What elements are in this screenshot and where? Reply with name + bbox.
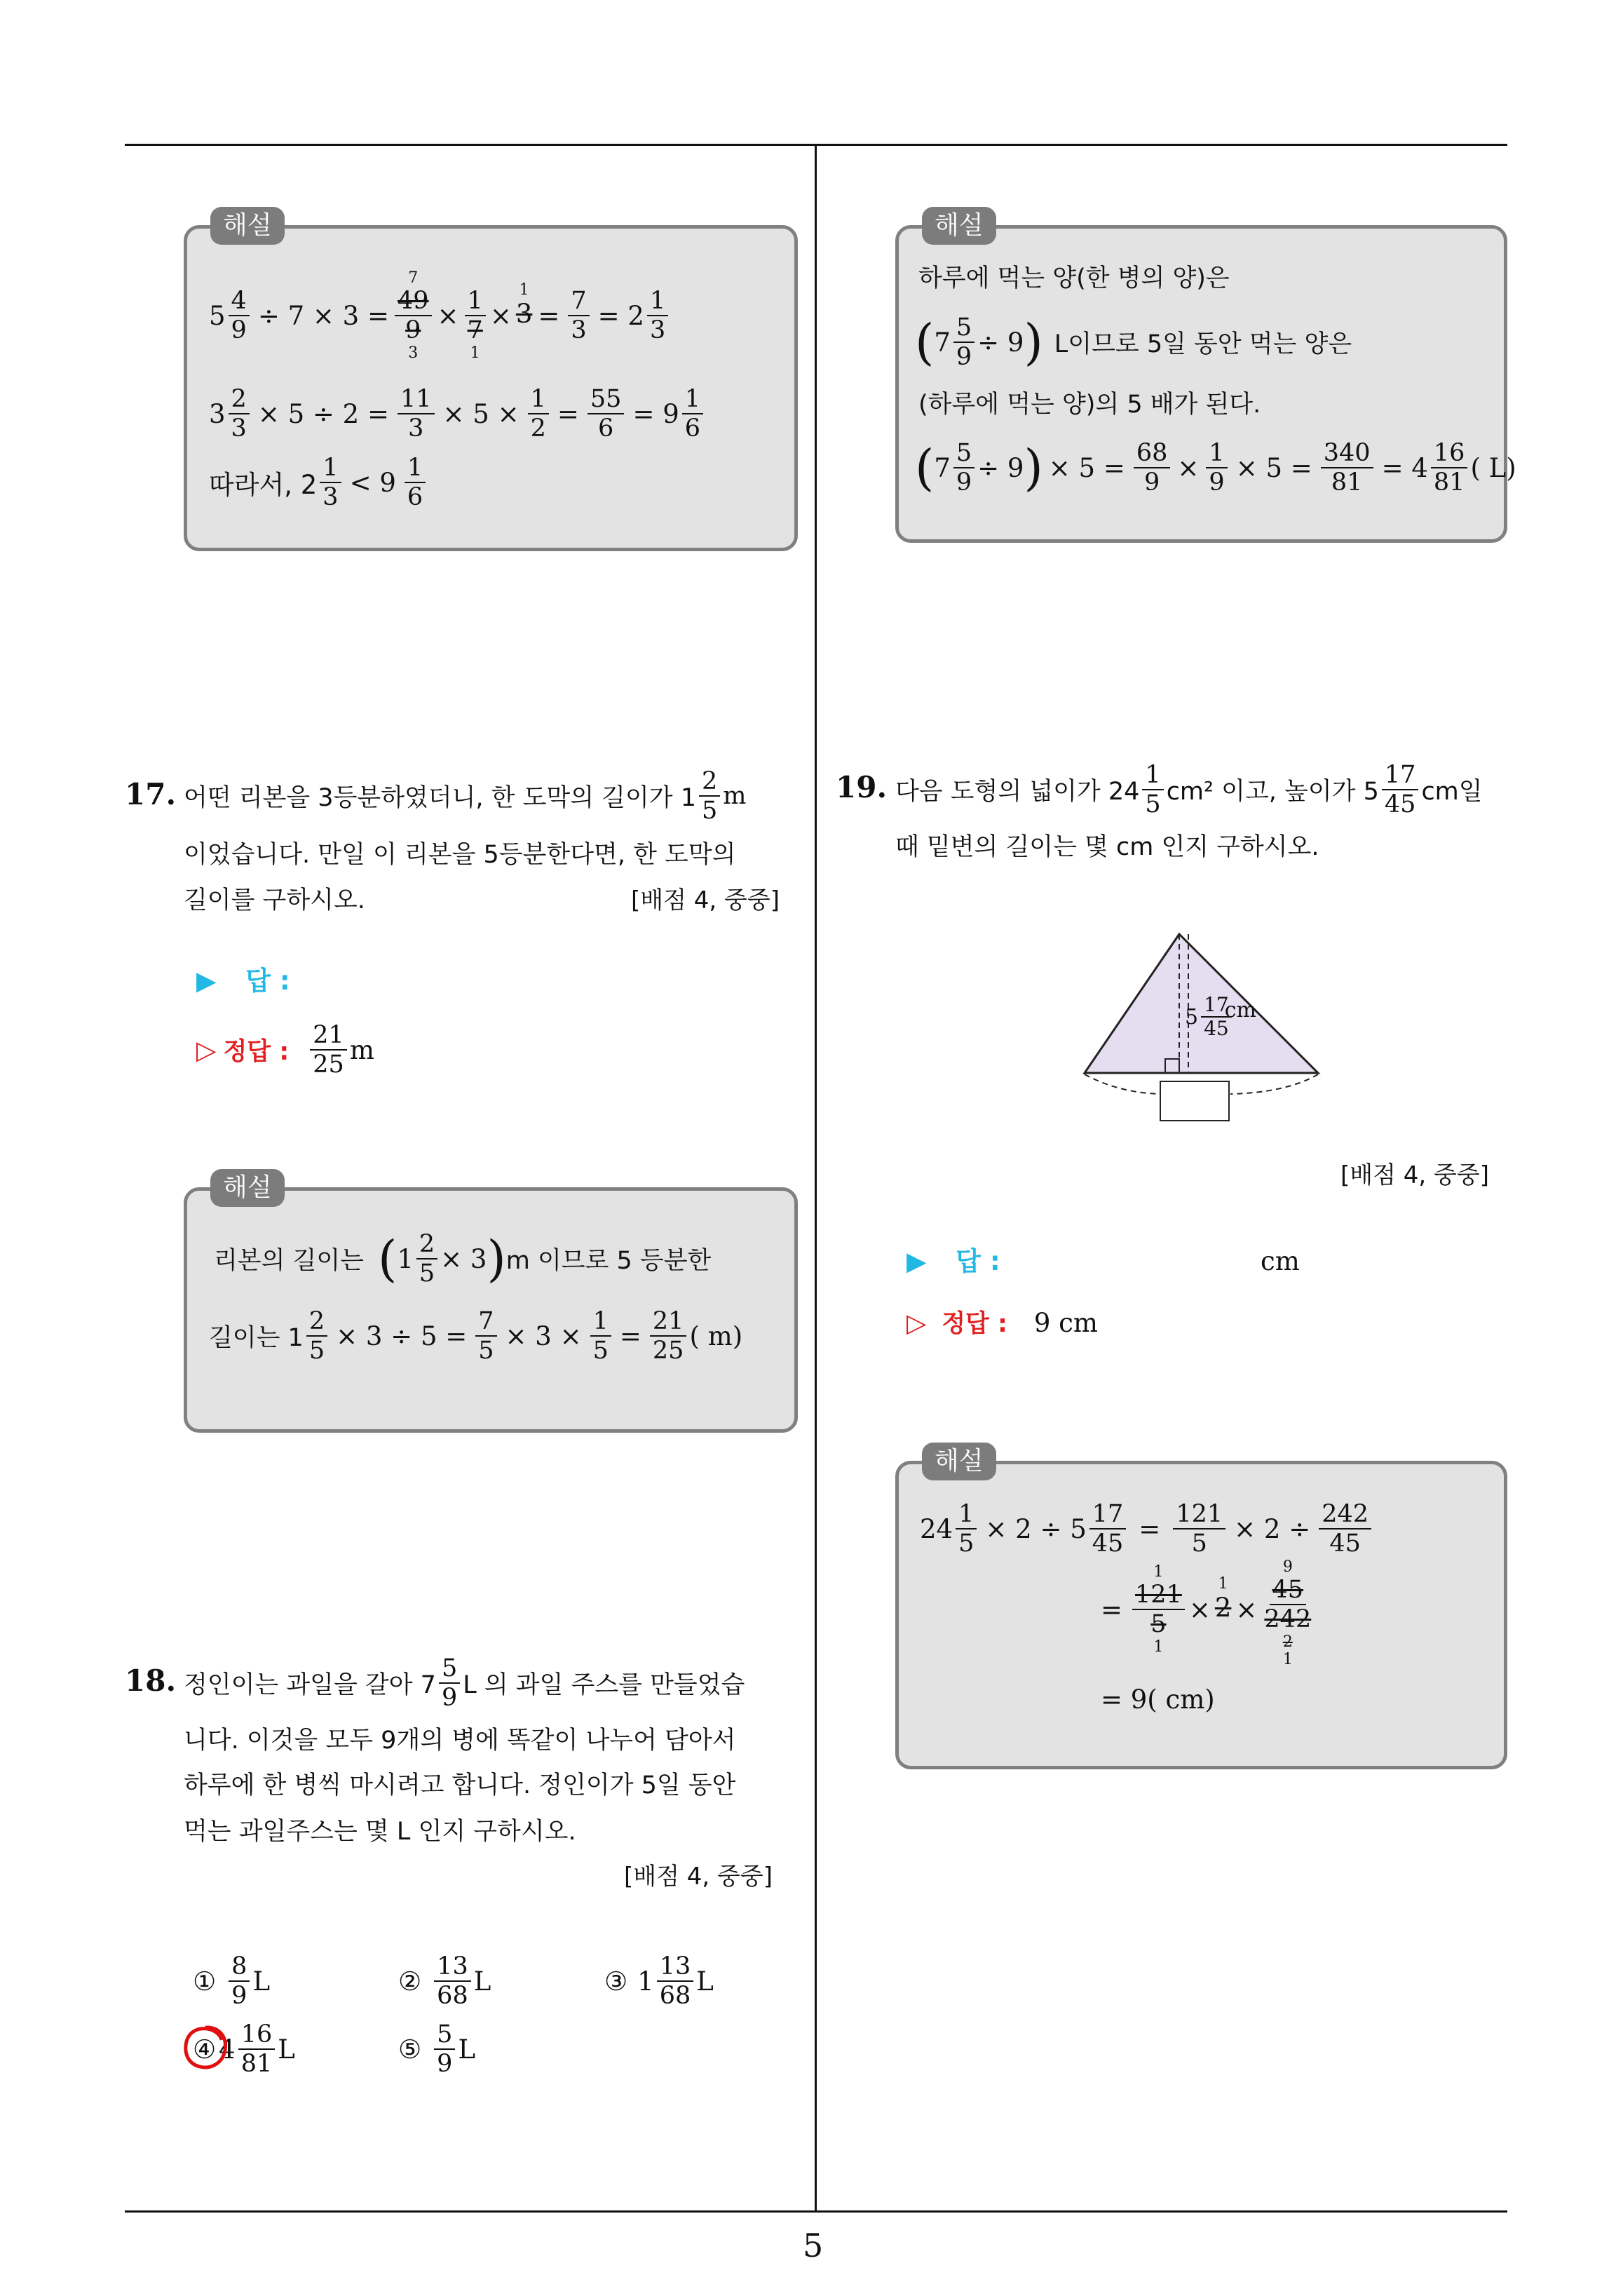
question-number-18: 18. [125, 1663, 177, 1698]
choice-3[interactable]: ③ 1 $\frac{13}{68}$ L [604, 1952, 714, 2010]
q18-line4: 먹는 과일주스는 몇 L 인지 구하시오. [184, 1818, 576, 1846]
q17-score: [배점 4, 중중] [631, 886, 780, 914]
choice-4[interactable]: ④ 4 $\frac{16}{81}$ L [193, 2020, 295, 2078]
q19-line2: 때 밑변의 길이는 몇 cm 인지 구하시오. [895, 833, 1319, 861]
q18-line2: 니다. 이것을 모두 9개의 병에 똑같이 나누어 담아서 [184, 1727, 736, 1755]
sol16-line3: 따라서, 2 $\frac{1}{3}$ < 9 $\frac{1}{6}$ [209, 451, 428, 514]
q19-answer-row: ▶ 답 : [906, 1246, 1000, 1276]
q17-answer-row: ▶ 답 : [196, 966, 290, 996]
sol16-line2: 3 $\frac{2}{3}$ × 5 ÷ 2 = $\frac{11}{3}$ × 5 × $\frac{1}{2}$ = $\frac{55}{6}$ = 9 $\frac{1}{6}$ [209, 382, 706, 445]
q17-correct-row: ▷ 정답 : $\frac{21}{25}$ m [196, 1021, 374, 1079]
sol17-line2: 길이는 1 $\frac{2}{5}$ × 3 ÷ 5 = $\frac{7}{5}$ × 3 × $\frac{1}{5}$ = $\frac{21}{25}$ ( m) [209, 1307, 743, 1365]
selected-answer-circle-icon [181, 2023, 230, 2072]
sol17-line1: 리본의 길이는 ( 1 $\frac{2}{5}$ × 3 ) m 이므로 5 등분한 [214, 1230, 712, 1288]
q18-line3: 하루에 한 병씩 마시려고 합니다. 정인이가 5일 동안 [184, 1771, 736, 1799]
sol19-line1: 24 $\frac{1}{5}$ × 2 ÷ 5 $\frac{17}{45}$ = $\frac{121}{5}$ × 2 ÷ $\frac{242}{45}$ [920, 1497, 1374, 1560]
choice-1[interactable]: ① $\frac{8}{9}$ L [193, 1952, 271, 2010]
outline-arrow-icon: ▷ [196, 1034, 217, 1065]
play-arrow-icon: ▶ [906, 1246, 927, 1276]
page-number: 5 [803, 2227, 824, 2264]
solution-tag-16: 해설 [210, 207, 285, 245]
sol18-line3: (하루에 먹는 양)의 5 배가 된다. [918, 391, 1261, 419]
q19-correct-row: ▷ 정답 : 9 cm [906, 1308, 1098, 1338]
sol19-line3: = 9( cm) [1101, 1684, 1215, 1715]
triangle-height-label: 5 $\frac{17}{45}$ cm [1185, 993, 1256, 1040]
choice-2[interactable]: ② $\frac{13}{68}$ L [398, 1952, 491, 2010]
q17-line2: 이었습니다. 만일 이 리본을 5등분한다면, 한 도막의 [184, 841, 736, 869]
q18-score: [배점 4, 중중] [624, 1863, 773, 1891]
q19-score: [배점 4, 중중] [1340, 1161, 1489, 1189]
q19-answer-unit: cm [1261, 1246, 1300, 1276]
question-number-17: 17. [125, 777, 177, 811]
sol19-line2: = 1 $\frac{121}{5}$ 1 × 1 2 × 9 $\frac{45}{242}$ 2 1 [1101, 1558, 1312, 1668]
sol18-line1: 하루에 먹는 양(한 병의 양)은 [918, 264, 1230, 292]
sol18-line4: ( 7 $\frac{5}{9}$ ÷ 9 ) × 5 = $\frac{68}{9}$ × $\frac{1}{9}$ × 5 = $\frac{340}{81}$ = 4 $\frac{16}{81}$ ( L) [915, 439, 1516, 497]
solution-tag-17: 해설 [210, 1169, 285, 1207]
play-arrow-icon: ▶ [196, 966, 217, 996]
q17-line3: 길이를 구하시오. [184, 886, 365, 914]
q18-line1: 정인이는 과일을 갈아 7 $\frac{5}{9}$ L 의 과일 주스를 만들었습 [184, 1654, 745, 1712]
solution-tag-18: 해설 [922, 207, 996, 245]
sol16-line1: 5 $\frac{4}{9}$ ÷ 7 × 3 = 7 $\frac{49}{9}$ 3 × $\frac{1}{7}$ 1 × 1 3 = $\frac{7}{3}$ = 2 $\frac{1}{3}$ [209, 277, 671, 354]
solution-tag-19: 해설 [922, 1443, 996, 1480]
q19-line1: 다음 도형의 넓이가 24 $\frac{1}{5}$ cm² 이고, 높이가 5 $\frac{17}{45}$ cm일 [895, 761, 1483, 818]
column-divider [815, 144, 817, 2213]
bottom-rule [125, 2210, 1507, 2213]
q17-line1: 어떤 리본을 3등분하였더니, 한 도막의 길이가 1 $\frac{2}{5}$ m [184, 767, 747, 825]
choice-5[interactable]: ⑤ $\frac{5}{9}$ L [398, 2020, 476, 2078]
sol18-line2: ( 7 $\frac{5}{9}$ ÷ 9 ) L이므로 5일 동안 먹는 양은 [915, 313, 1352, 371]
question-number-19: 19. [836, 770, 888, 804]
outline-arrow-icon: ▷ [906, 1308, 927, 1338]
